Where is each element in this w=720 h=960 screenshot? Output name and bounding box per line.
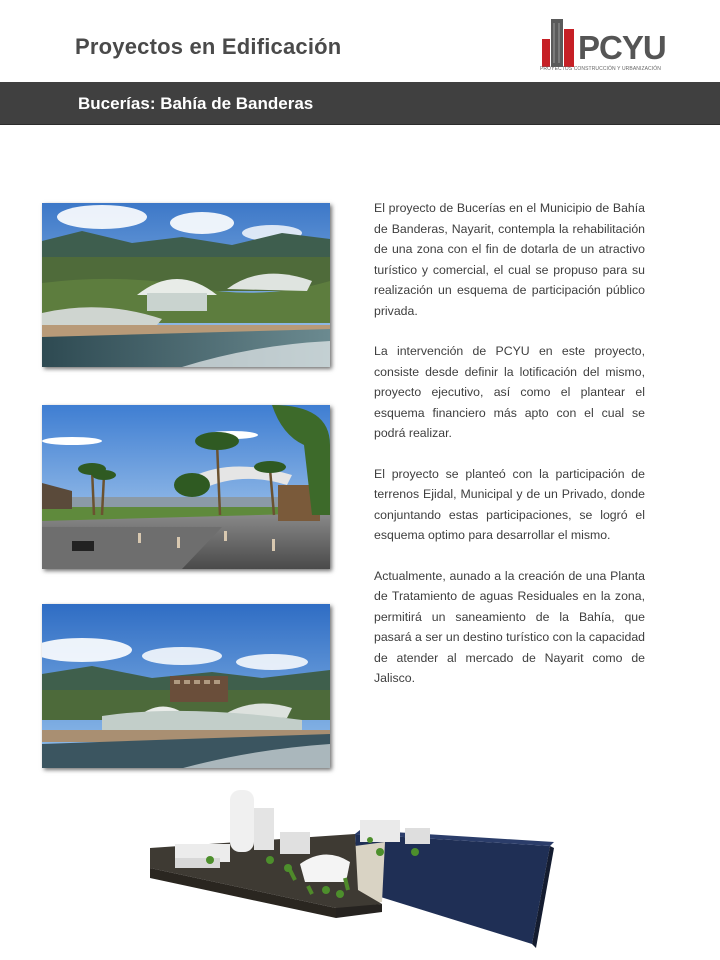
- logo-subtitle: PROYECTOS CONSTRUCCIÓN Y URBANIZACIÓN: [540, 66, 661, 72]
- paragraph: El proyecto se planteó con la participación de terrenos Ejidal, Municipal y de un Privado, donde conjuntando estas participaciones, se logró el esquema optimo para desarrollar el mismo.: [374, 466, 645, 542]
- paragraph: El proyecto de Bucerías en el Municipio de Bahía de Banderas, Nayarit, contempla la rehabilitación de una zona con el fin de dotarla de un atractivo turístico y comercial, el cual se propuso para su realización un esquema de participación público privada.: [374, 201, 645, 318]
- page-title: Proyectos en Edificación: [75, 34, 342, 59]
- aerial-render-beachfront-icon: [42, 203, 330, 367]
- render-aerial-hotel: [42, 604, 330, 768]
- section-title: Bucerías: Bahía de Banderas: [78, 94, 314, 113]
- building-logo-icon: [540, 17, 580, 69]
- project-description: [374, 198, 645, 709]
- render-plaza-palms: [42, 405, 330, 569]
- plaza-render-palms-icon: [42, 405, 330, 569]
- render-aerial-beachfront: [42, 203, 330, 367]
- paragraph: Actualmente, aunado a la creación de una Planta de Tratamiento de aguas Residuales en la zona, permitirá un saneamiento de la Bahía, que pasará a ser un destino turístico con la capacidad de atender al mercado de Nayarit como de Jalisco.: [374, 568, 645, 685]
- aerial-render-hotel-icon: [42, 604, 330, 768]
- logo-text: PCYU: [578, 29, 666, 66]
- site-model-3d: [150, 782, 590, 952]
- paragraph: La intervención de PCYU en este proyecto, consiste desde definir la lotificación del mismo, proyecto ejecutivo, así como el plantear el esquema financiero más apto con el cual se podrá realizar.: [374, 344, 645, 440]
- 3d-site-model-icon: [150, 782, 590, 952]
- pcyu-logo: [540, 15, 665, 77]
- section-banner: [0, 82, 720, 125]
